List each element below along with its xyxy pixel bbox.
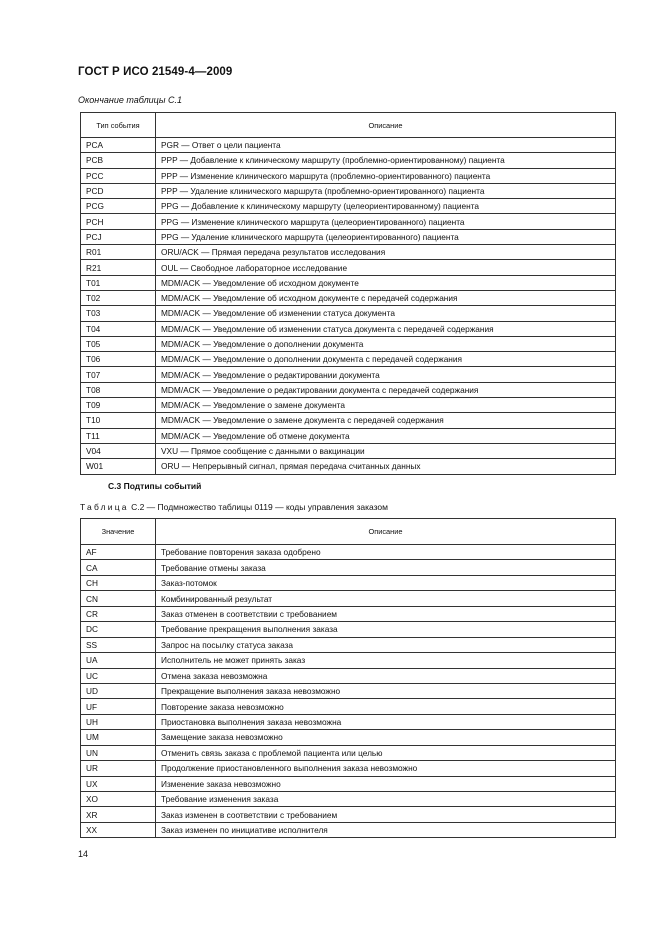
table-row bbox=[81, 776, 616, 791]
code-cell: CH bbox=[81, 575, 156, 590]
description-cell: Запрос на посылку статуса заказа bbox=[156, 637, 616, 652]
description-cell: MDM/ACK — Уведомление об исходном документе bbox=[156, 275, 616, 290]
table-row bbox=[81, 382, 616, 397]
code-cell: PCD bbox=[81, 183, 156, 198]
table-row bbox=[81, 459, 616, 474]
table-row bbox=[81, 807, 616, 822]
table-row bbox=[81, 245, 616, 260]
description-cell: MDM/ACK — Уведомление о замене документа с передачей содержания bbox=[156, 413, 616, 428]
code-cell: V04 bbox=[81, 443, 156, 458]
table-row bbox=[81, 606, 616, 621]
description-cell: MDM/ACK — Уведомление об исходном документе с передачей содержания bbox=[156, 290, 616, 305]
description-cell: PPG — Добавление к клиническому маршруту (целеориентированному) пациента bbox=[156, 199, 616, 214]
table-row bbox=[81, 336, 616, 351]
code-cell: T07 bbox=[81, 367, 156, 382]
description-cell: Заказ-потомок bbox=[156, 575, 616, 590]
table-row bbox=[81, 545, 616, 560]
table-row bbox=[81, 683, 616, 698]
table-header-row bbox=[81, 113, 616, 138]
description-cell: MDM/ACK — Уведомление о замене документа bbox=[156, 398, 616, 413]
document-title: ГОСТ Р ИСО 21549-4—2009 bbox=[78, 66, 233, 78]
table-row bbox=[81, 443, 616, 458]
table-row bbox=[81, 229, 616, 244]
code-cell: T09 bbox=[81, 398, 156, 413]
table2-caption bbox=[80, 502, 388, 512]
table-row bbox=[81, 214, 616, 229]
description-cell: Требование изменения заказа bbox=[156, 792, 616, 807]
code-cell: CR bbox=[81, 606, 156, 621]
table-row bbox=[81, 183, 616, 198]
table2-caption-prefix: Таблица bbox=[80, 502, 129, 512]
code-cell: UX bbox=[81, 776, 156, 791]
description-cell: Требование прекращения выполнения заказа bbox=[156, 622, 616, 637]
code-cell: UD bbox=[81, 683, 156, 698]
table-row bbox=[81, 668, 616, 683]
table-header-row bbox=[81, 519, 616, 545]
description-cell: Замещение заказа невозможно bbox=[156, 730, 616, 745]
description-cell: MDM/ACK — Уведомление о редактировании документа с передачей содержания bbox=[156, 382, 616, 397]
table-row bbox=[81, 306, 616, 321]
table-row bbox=[81, 398, 616, 413]
table-row bbox=[81, 792, 616, 807]
code-cell: T02 bbox=[81, 290, 156, 305]
code-cell: T11 bbox=[81, 428, 156, 443]
description-cell: MDM/ACK — Уведомление о редактировании документа bbox=[156, 367, 616, 382]
code-cell: R21 bbox=[81, 260, 156, 275]
description-cell: PPP — Добавление к клиническому маршруту (проблемно-ориентированному) пациента bbox=[156, 153, 616, 168]
code-cell: R01 bbox=[81, 245, 156, 260]
code-cell: W01 bbox=[81, 459, 156, 474]
table-row bbox=[81, 699, 616, 714]
table1-caption: Окончание таблицы С.1 bbox=[78, 95, 182, 105]
description-cell: Приостановка выполнения заказа невозможна bbox=[156, 714, 616, 729]
description-cell: PGR — Ответ о цели пациента bbox=[156, 138, 616, 153]
code-cell: UF bbox=[81, 699, 156, 714]
code-cell: T01 bbox=[81, 275, 156, 290]
code-cell: DC bbox=[81, 622, 156, 637]
code-cell: PCC bbox=[81, 168, 156, 183]
description-cell: Повторение заказа невозможно bbox=[156, 699, 616, 714]
description-cell: ORU/ACK — Прямая передача результатов исследования bbox=[156, 245, 616, 260]
column-header-value: Значение bbox=[81, 519, 156, 545]
code-cell: T03 bbox=[81, 306, 156, 321]
code-cell: UA bbox=[81, 653, 156, 668]
description-cell: ORU — Непрерывный сигнал, прямая передача считанных данных bbox=[156, 459, 616, 474]
code-cell: XX bbox=[81, 822, 156, 837]
code-cell: UM bbox=[81, 730, 156, 745]
code-cell: XO bbox=[81, 792, 156, 807]
code-cell: CN bbox=[81, 591, 156, 606]
code-cell: UC bbox=[81, 668, 156, 683]
description-cell: OUL — Свободное лабораторное исследование bbox=[156, 260, 616, 275]
description-cell: Исполнитель не может принять заказ bbox=[156, 653, 616, 668]
description-cell: MDM/ACK — Уведомление об изменении статуса документа с передачей содержания bbox=[156, 321, 616, 336]
code-cell: T10 bbox=[81, 413, 156, 428]
code-cell: XR bbox=[81, 807, 156, 822]
table-row bbox=[81, 822, 616, 837]
table-row bbox=[81, 275, 616, 290]
code-cell: UH bbox=[81, 714, 156, 729]
description-cell: Продолжение приостановленного выполнения заказа невозможно bbox=[156, 761, 616, 776]
table-row bbox=[81, 637, 616, 652]
description-cell: PPG — Изменение клинического маршрута (целеориентированного) пациента bbox=[156, 214, 616, 229]
table-row bbox=[81, 199, 616, 214]
description-cell: Заказ отменен в соответствии с требованием bbox=[156, 606, 616, 621]
description-cell: MDM/ACK — Уведомление об отмене документа bbox=[156, 428, 616, 443]
code-cell: UN bbox=[81, 745, 156, 760]
code-cell: UR bbox=[81, 761, 156, 776]
table-row bbox=[81, 413, 616, 428]
code-cell: T04 bbox=[81, 321, 156, 336]
table-row bbox=[81, 714, 616, 729]
code-cell: PCH bbox=[81, 214, 156, 229]
section-heading: С.3 Подтипы событий bbox=[108, 481, 202, 491]
code-cell: AF bbox=[81, 545, 156, 560]
table2-caption-text: С.2 — Подмножество таблицы 0119 — коды управления заказом bbox=[128, 502, 388, 512]
description-cell: Комбинированный результат bbox=[156, 591, 616, 606]
event-types-table bbox=[80, 112, 616, 475]
table-row bbox=[81, 591, 616, 606]
code-cell: T08 bbox=[81, 382, 156, 397]
table-row bbox=[81, 653, 616, 668]
table-row bbox=[81, 575, 616, 590]
description-cell: Требование отмены заказа bbox=[156, 560, 616, 575]
page-number: 14 bbox=[78, 849, 89, 859]
description-cell: PPP — Изменение клинического маршрута (проблемно-ориентированного) пациента bbox=[156, 168, 616, 183]
table-row bbox=[81, 260, 616, 275]
description-cell: PPP — Удаление клинического маршрута (проблемно-ориентированного) пациента bbox=[156, 183, 616, 198]
code-cell: CA bbox=[81, 560, 156, 575]
description-cell: PPG — Удаление клинического маршрута (целеориентированного) пациента bbox=[156, 229, 616, 244]
code-cell: T05 bbox=[81, 336, 156, 351]
code-cell: PCJ bbox=[81, 229, 156, 244]
description-cell: Заказ изменен по инициативе исполнителя bbox=[156, 822, 616, 837]
table-row bbox=[81, 730, 616, 745]
table-row bbox=[81, 321, 616, 336]
order-control-codes-table bbox=[80, 518, 616, 838]
table-row bbox=[81, 761, 616, 776]
column-header-description: Описание bbox=[156, 113, 616, 138]
table-row bbox=[81, 560, 616, 575]
description-cell: VXU — Прямое сообщение с данными о вакцинации bbox=[156, 443, 616, 458]
description-cell: MDM/ACK — Уведомление об изменении статуса документа bbox=[156, 306, 616, 321]
description-cell: Отмена заказа невозможна bbox=[156, 668, 616, 683]
table-row bbox=[81, 745, 616, 760]
table-row bbox=[81, 367, 616, 382]
code-cell: SS bbox=[81, 637, 156, 652]
description-cell: Заказ изменен в соответствии с требованием bbox=[156, 807, 616, 822]
description-cell: MDM/ACK — Уведомление о дополнении документа bbox=[156, 336, 616, 351]
table-row bbox=[81, 168, 616, 183]
code-cell: PCA bbox=[81, 138, 156, 153]
table-row bbox=[81, 138, 616, 153]
column-header-event-type: Тип события bbox=[81, 113, 156, 138]
description-cell: Требование повторения заказа одобрено bbox=[156, 545, 616, 560]
description-cell: Отменить связь заказа с проблемой пациента или целью bbox=[156, 745, 616, 760]
table-row bbox=[81, 428, 616, 443]
table-row bbox=[81, 153, 616, 168]
table-row bbox=[81, 290, 616, 305]
table-row bbox=[81, 352, 616, 367]
table-row bbox=[81, 622, 616, 637]
description-cell: MDM/ACK — Уведомление о дополнении документа с передачей содержания bbox=[156, 352, 616, 367]
code-cell: T06 bbox=[81, 352, 156, 367]
code-cell: PCB bbox=[81, 153, 156, 168]
description-cell: Изменение заказа невозможно bbox=[156, 776, 616, 791]
description-cell: Прекращение выполнения заказа невозможно bbox=[156, 683, 616, 698]
column-header-description: Описание bbox=[156, 519, 616, 545]
code-cell: PCG bbox=[81, 199, 156, 214]
